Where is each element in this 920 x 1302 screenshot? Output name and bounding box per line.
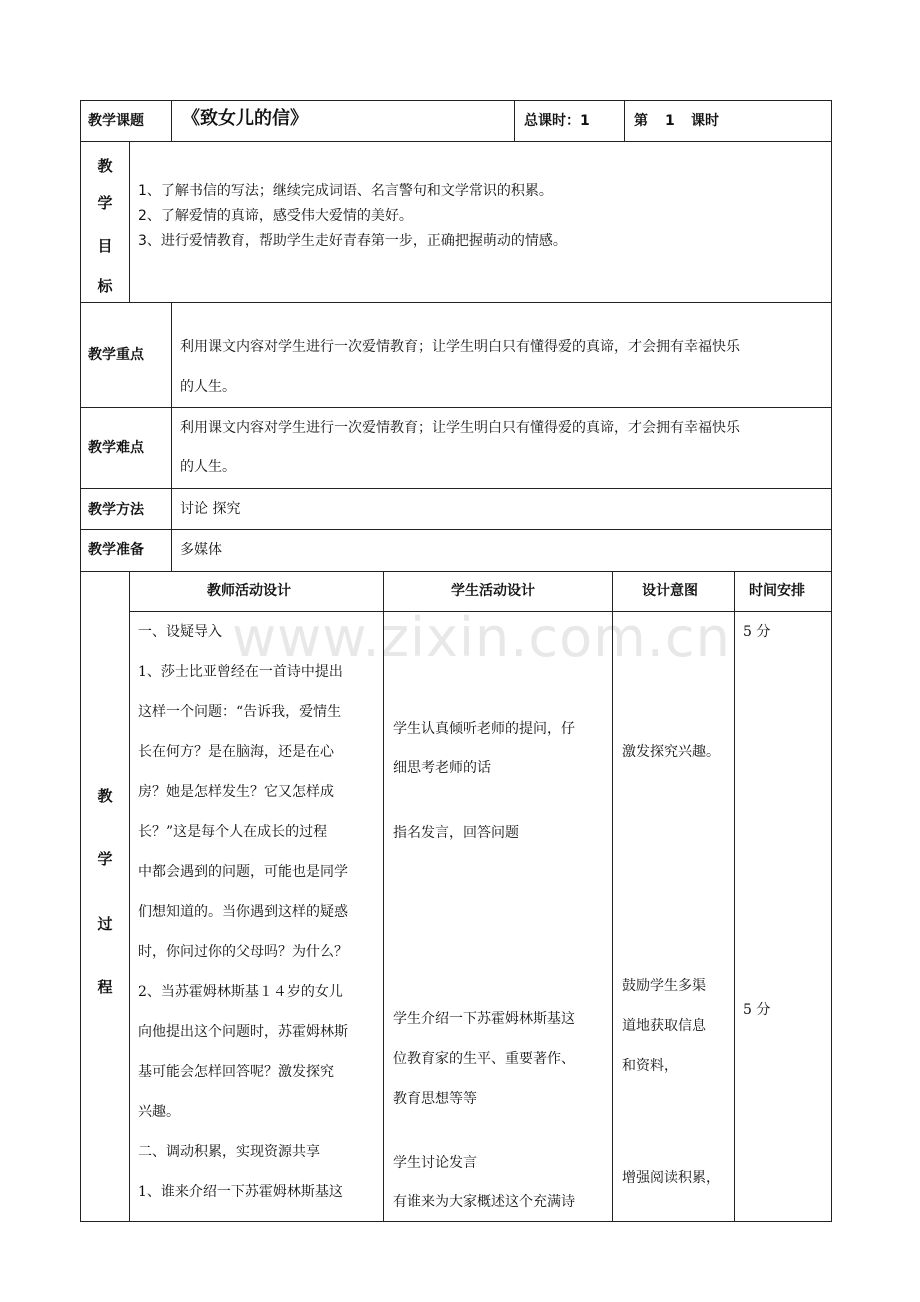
row-divider (80, 302, 832, 303)
design-intent-line: 和资料， (622, 1058, 678, 1074)
session-number: 1 (665, 113, 675, 129)
key-points-line: 的人生。 (180, 379, 236, 395)
row-divider (80, 488, 832, 489)
teacher-line: 这样一个问题：“告诉我，爱情生 (138, 704, 342, 720)
teacher-line: 长在何方？是在脑海，还是在心 (138, 744, 334, 760)
student-activity-line: 教育思想等等 (393, 1091, 477, 1107)
teacher-line: 2、当苏霍姆林斯基１４岁的女儿 (138, 984, 343, 1000)
time-allocation: 5 分 (743, 624, 771, 640)
teacher-line: 二、调动积累，实现资源共享 (138, 1144, 320, 1160)
column-header-teacher: 教师活动设计 (207, 583, 291, 599)
teacher-line: 基可能会怎样回答呢？激发探究 (138, 1064, 334, 1080)
student-activity-line: 学生介绍一下苏霍姆林斯基这 (393, 1011, 575, 1027)
col-divider (734, 571, 735, 1222)
watermark: www.zixin.com.cn (232, 606, 731, 669)
teacher-line: 们想知道的。当你遇到这样的疑惑 (138, 904, 348, 920)
course-label: 教学课题 (88, 113, 144, 129)
difficulties-line: 的人生。 (180, 459, 236, 475)
difficulties-label: 教学难点 (88, 440, 144, 456)
student-activity-line: 学生讨论发言 (393, 1155, 477, 1171)
objectives-label-char: 目 (97, 237, 113, 255)
course-title: 《致女儿的信》 (182, 108, 308, 129)
objective-item: 1、了解书信的写法；继续完成词语、名言警句和文学常识的积累。 (138, 183, 553, 199)
student-activity-line: 学生认真倾听老师的提问，仔 (393, 721, 575, 737)
process-label-char: 教 (97, 787, 113, 805)
column-header-student: 学生活动设计 (451, 583, 535, 599)
teacher-line: 房？她是怎样发生？它又怎样成 (138, 784, 334, 800)
objectives-label-char: 学 (97, 194, 113, 212)
column-header-intent: 设计意图 (642, 583, 698, 599)
row-divider (80, 407, 832, 408)
design-intent-line: 增强阅读积累， (622, 1170, 720, 1186)
col-divider (171, 302, 172, 572)
objectives-label-char: 教 (97, 157, 113, 175)
method-label: 教学方法 (88, 502, 144, 518)
teacher-line: 1、谁来介绍一下苏霍姆林斯基这 (138, 1184, 343, 1200)
objectives-label-char: 标 (97, 277, 113, 295)
objective-item: 3、进行爱情教育，帮助学生走好青春第一步，正确把握萌动的情感。 (138, 233, 567, 249)
session-suffix: 课时 (691, 113, 719, 129)
objective-item: 2、了解爱情的真谛，感受伟大爱情的美好。 (138, 208, 413, 224)
key-points-label: 教学重点 (88, 347, 144, 363)
col-divider (383, 571, 384, 1222)
design-intent-line: 激发探究兴趣。 (622, 744, 720, 760)
teacher-line: 中都会遇到的问题，可能也是同学 (138, 864, 348, 880)
design-intent-line: 鼓励学生多渠 (622, 978, 706, 994)
student-activity-line: 位教育家的生平、重要著作、 (393, 1051, 575, 1067)
teacher-line: 兴趣。 (138, 1104, 180, 1120)
column-header-time: 时间安排 (749, 583, 805, 599)
time-allocation: 5 分 (743, 1002, 771, 1018)
col-divider (624, 100, 625, 142)
row-divider (80, 571, 832, 572)
key-points-line: 利用课文内容对学生进行一次爱情教育；让学生明白只有懂得爱的真谛，才会拥有幸福快乐 (180, 339, 740, 355)
teacher-line: 一、设疑导入 (138, 624, 222, 640)
design-intent-line: 道地获取信息 (622, 1018, 706, 1034)
teacher-line: 时，你问过你的父母吗？为什么？ (138, 944, 348, 960)
row-divider (129, 611, 832, 612)
student-activity-line: 细思考老师的话 (393, 760, 491, 776)
teacher-line: 向他提出这个问题时，苏霍姆林斯 (138, 1024, 348, 1040)
teacher-line: 长？”这是每个人在成长的过程 (138, 824, 328, 840)
process-label-char: 过 (97, 915, 113, 933)
col-divider (129, 571, 130, 1222)
preparation-value: 多媒体 (180, 542, 222, 558)
total-hours: 总课时：1 (524, 113, 590, 129)
row-divider (80, 529, 832, 530)
session-prefix: 第 (634, 113, 648, 129)
row-divider (80, 141, 832, 142)
col-divider (129, 141, 130, 303)
student-activity-line: 有谁来为大家概述这个充满诗 (393, 1194, 575, 1210)
difficulties-line: 利用课文内容对学生进行一次爱情教育；让学生明白只有懂得爱的真谛，才会拥有幸福快乐 (180, 420, 740, 436)
col-divider (612, 571, 613, 1222)
student-activity-line: 指名发言，回答问题 (393, 825, 519, 841)
method-value: 讨论 探究 (180, 501, 241, 517)
col-divider (171, 100, 172, 142)
preparation-label: 教学准备 (88, 542, 144, 558)
process-label-char: 程 (97, 978, 113, 996)
process-label-char: 学 (97, 850, 113, 868)
teacher-line: 1、莎士比亚曾经在一首诗中提出 (138, 664, 343, 680)
col-divider (514, 100, 515, 142)
